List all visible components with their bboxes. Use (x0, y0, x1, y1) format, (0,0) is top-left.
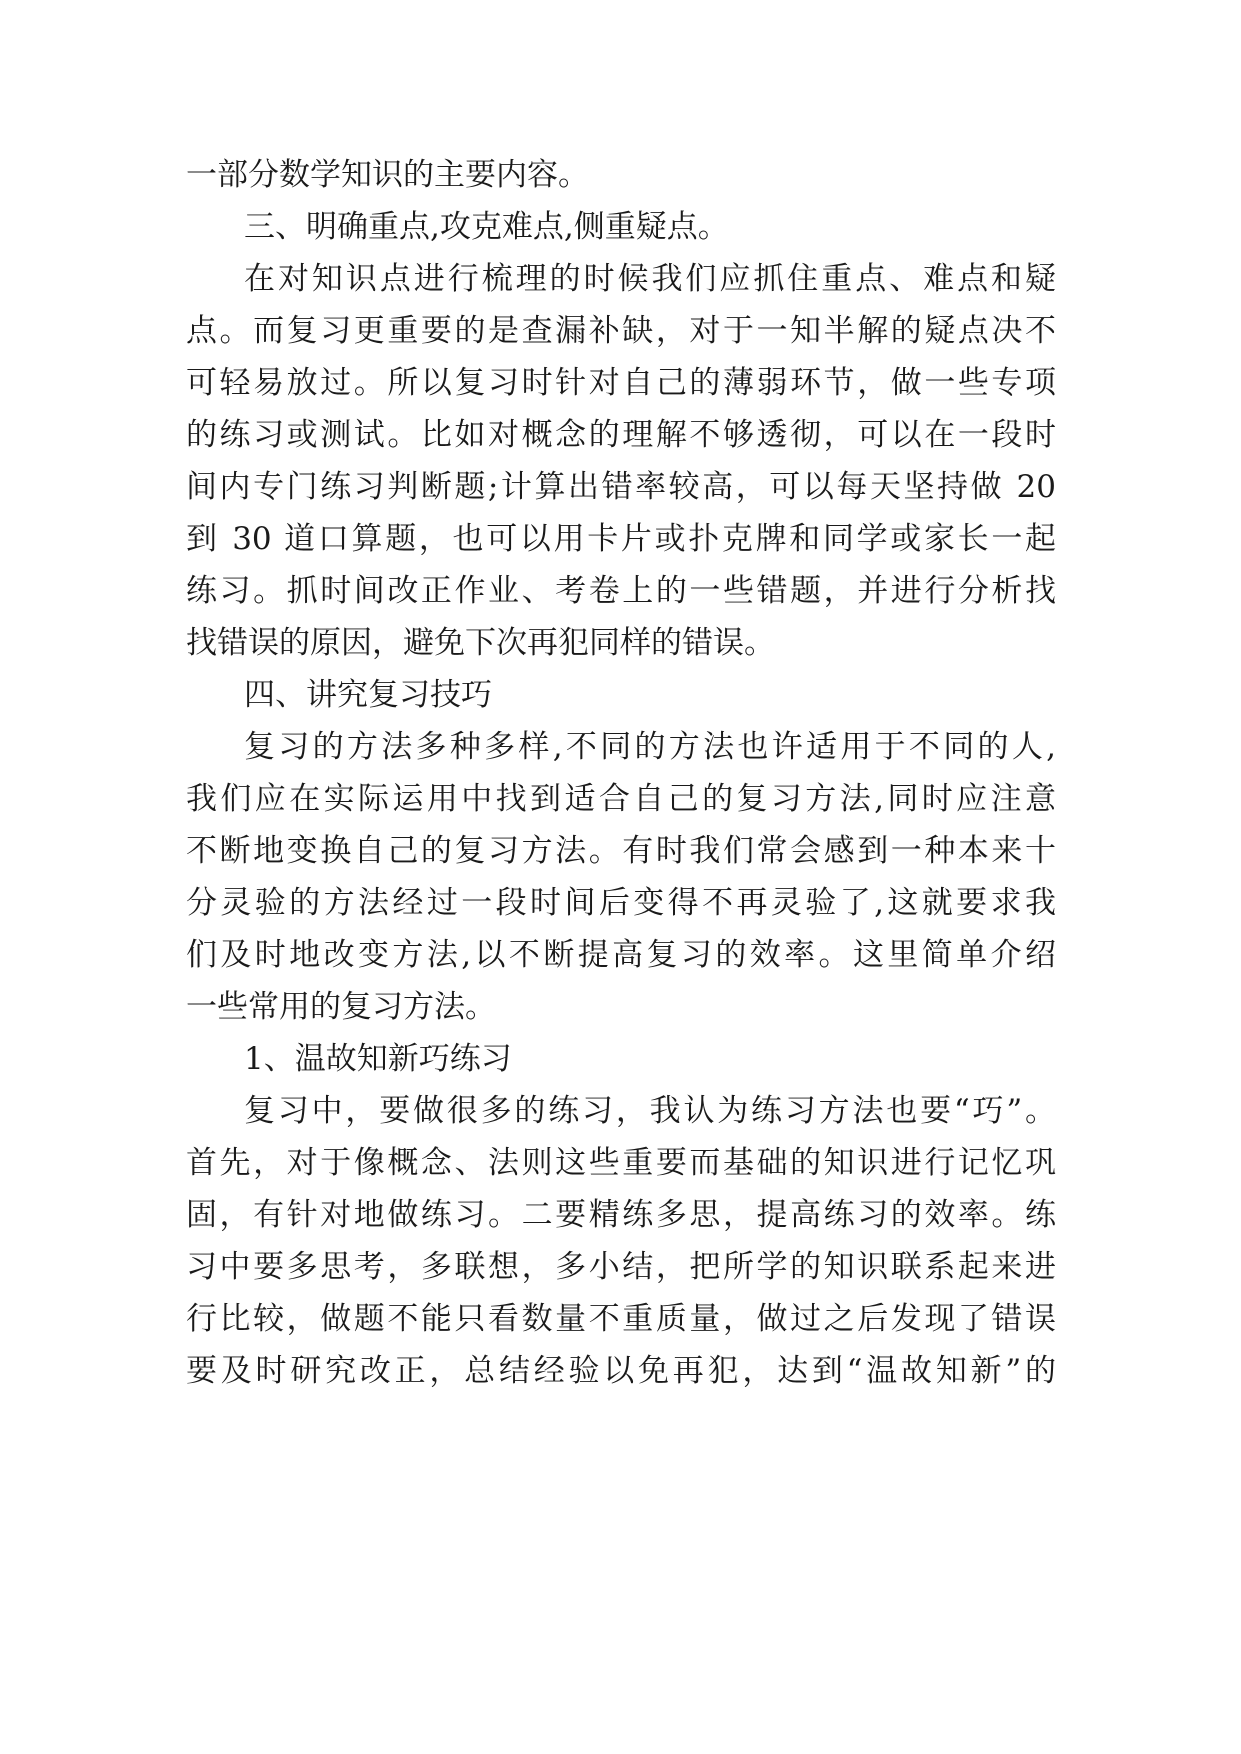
text-line: 分灵验的方法经过一段时间后变得不再灵验了,这就要求我 (186, 885, 1056, 921)
text-line: 找错误的原因，避免下次再犯同样的错误。 (186, 625, 775, 661)
text-line: 到 30 道口算题，也可以用卡片或扑克牌和同学或家长一起 (186, 521, 1056, 557)
text-line: 在对知识点进行梳理的时候我们应抓住重点、难点和疑 (244, 261, 1056, 297)
text-line: 习中要多思考，多联想，多小结，把所学的知识联系起来进 (186, 1249, 1056, 1285)
text-line: 们及时地改变方法,以不断提高复习的效率。这里简单介绍 (186, 937, 1056, 973)
text-line: 可轻易放过。所以复习时针对自己的薄弱环节，做一些专项 (186, 365, 1056, 401)
section-heading: 三、明确重点,攻克难点,侧重疑点。 (244, 209, 729, 245)
text-line: 不断地变换自己的复习方法。有时我们常会感到一种本来十 (186, 833, 1056, 869)
text-line: 首先，对于像概念、法则这些重要而基础的知识进行记忆巩 (186, 1145, 1056, 1181)
text-line: 行比较，做题不能只看数量不重质量，做过之后发现了错误 (186, 1301, 1056, 1337)
section-heading: 四、讲究复习技巧 (244, 677, 492, 713)
text-line: 我们应在实际运用中找到适合自己的复习方法,同时应注意 (186, 781, 1056, 817)
text-line: 复习中，要做很多的练习，我认为练习方法也要“巧”。 (244, 1093, 1056, 1129)
text-line: 点。而复习更重要的是查漏补缺，对于一知半解的疑点决不 (186, 313, 1056, 349)
subsection-heading: 1、温故知新巧练习 (244, 1041, 512, 1077)
text-line: 间内专门练习判断题;计算出错率较高，可以每天坚持做 20 (186, 469, 1056, 505)
text-line: 固，有针对地做练习。二要精练多思，提高练习的效率。练 (186, 1197, 1056, 1233)
text-line: 要及时研究改正，总结经验以免再犯，达到“温故知新”的 (186, 1353, 1056, 1389)
text-line: 一部分数学知识的主要内容。 (186, 157, 589, 193)
text-line: 的练习或测试。比如对概念的理解不够透彻，可以在一段时 (186, 417, 1056, 453)
text-line: 复习的方法多种多样,不同的方法也许适用于不同的人, (244, 729, 1056, 765)
text-line: 练习。抓时间改正作业、考卷上的一些错题，并进行分析找 (186, 573, 1056, 609)
text-line: 一些常用的复习方法。 (186, 989, 496, 1025)
